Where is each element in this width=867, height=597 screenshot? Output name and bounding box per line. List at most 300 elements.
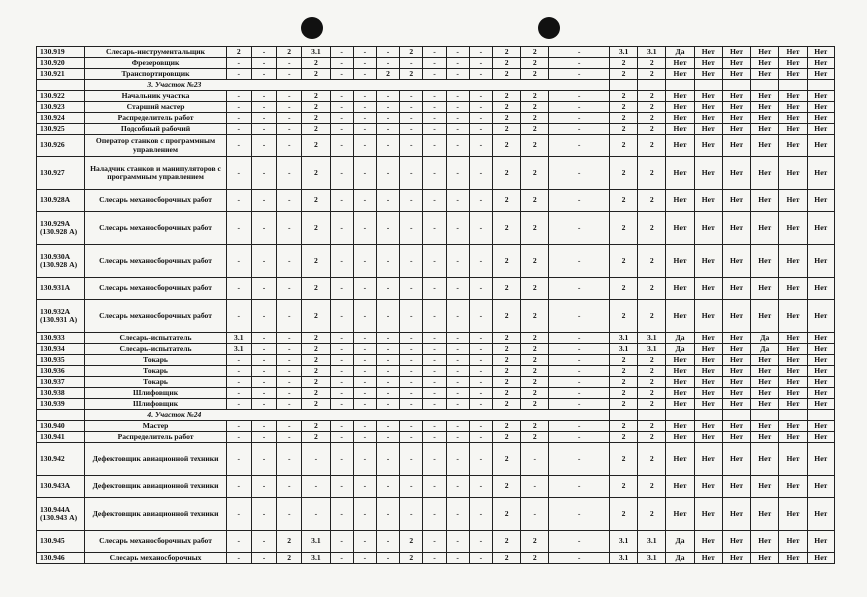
value-cell: Нет [666, 102, 694, 113]
value-cell: Нет [779, 355, 807, 366]
value-cell: - [423, 399, 446, 410]
value-cell: Нет [694, 553, 722, 564]
value-cell: Нет [751, 124, 779, 135]
value-cell: - [376, 388, 399, 399]
value-cell: - [469, 476, 492, 498]
value-cell: - [251, 135, 276, 157]
value-cell: 3.1 [638, 344, 666, 355]
value-cell: 2 [521, 102, 549, 113]
value-cell: - [376, 432, 399, 443]
value-cell: - [353, 377, 376, 388]
value-cell: 2 [521, 245, 549, 278]
value-cell: - [423, 47, 446, 58]
value-cell: Нет [779, 333, 807, 344]
value-cell: - [226, 135, 251, 157]
value-cell: Нет [666, 212, 694, 245]
value-cell: - [277, 498, 302, 531]
value-cell: - [330, 399, 353, 410]
value-cell: - [446, 421, 469, 432]
value-cell: - [376, 157, 399, 190]
value-cell: 2 [302, 355, 330, 366]
empty-cell [807, 80, 834, 91]
value-cell: 2 [521, 531, 549, 553]
value-cell: Нет [694, 377, 722, 388]
value-cell: - [423, 58, 446, 69]
value-cell: 2 [638, 366, 666, 377]
value-cell: - [423, 245, 446, 278]
workplace-code: 130.925 [37, 124, 85, 135]
value-cell: - [226, 366, 251, 377]
value-cell: 2 [521, 113, 549, 124]
value-cell: - [353, 69, 376, 80]
value-cell: - [423, 388, 446, 399]
value-cell: Нет [694, 69, 722, 80]
value-cell: - [446, 58, 469, 69]
value-cell: Нет [666, 91, 694, 102]
value-cell: 2 [302, 124, 330, 135]
table-row [37, 58, 835, 69]
value-cell: Нет [722, 443, 750, 476]
value-cell: Нет [694, 135, 722, 157]
value-cell: Нет [666, 190, 694, 212]
value-cell: Нет [751, 399, 779, 410]
job-title: Слесарь механосборочных [85, 553, 226, 564]
value-cell: - [330, 476, 353, 498]
value-cell: - [376, 58, 399, 69]
value-cell: - [251, 58, 276, 69]
job-title: Слесарь механосборочных работ [85, 278, 226, 300]
value-cell: - [226, 212, 251, 245]
value-cell: - [251, 355, 276, 366]
value-cell: 2 [492, 355, 520, 366]
value-cell: 2 [521, 333, 549, 344]
value-cell: - [423, 344, 446, 355]
section-code-cell [37, 80, 85, 91]
value-cell: - [423, 69, 446, 80]
value-cell: - [376, 124, 399, 135]
value-cell: - [469, 245, 492, 278]
value-cell: Нет [807, 113, 834, 124]
table-row [37, 399, 835, 410]
value-cell: - [446, 102, 469, 113]
value-cell: Нет [694, 399, 722, 410]
value-cell: - [521, 476, 549, 498]
empty-cell [666, 410, 694, 421]
value-cell: - [549, 300, 610, 333]
section-row [37, 80, 835, 91]
value-cell: - [446, 498, 469, 531]
value-cell: - [423, 498, 446, 531]
table-row [37, 212, 835, 245]
value-cell: Нет [807, 157, 834, 190]
value-cell: - [251, 124, 276, 135]
value-cell: Нет [807, 498, 834, 531]
value-cell: 2 [609, 300, 637, 333]
value-cell: - [330, 300, 353, 333]
value-cell: 2 [638, 113, 666, 124]
table-row [37, 432, 835, 443]
value-cell: Нет [807, 344, 834, 355]
value-cell: - [446, 355, 469, 366]
value-cell: - [277, 157, 302, 190]
value-cell: - [423, 91, 446, 102]
table-row [37, 278, 835, 300]
value-cell: Нет [751, 190, 779, 212]
value-cell: - [226, 553, 251, 564]
value-cell: - [469, 190, 492, 212]
value-cell: - [376, 421, 399, 432]
value-cell: Нет [722, 113, 750, 124]
value-cell: - [469, 498, 492, 531]
value-cell: - [353, 113, 376, 124]
value-cell: Да [666, 47, 694, 58]
value-cell: 2 [521, 355, 549, 366]
value-cell: - [423, 124, 446, 135]
value-cell: - [251, 278, 276, 300]
value-cell: Нет [722, 190, 750, 212]
value-cell: - [400, 58, 423, 69]
value-cell: - [277, 366, 302, 377]
value-cell: - [446, 157, 469, 190]
value-cell: - [521, 498, 549, 531]
value-cell: Нет [694, 355, 722, 366]
value-cell: - [376, 47, 399, 58]
value-cell: Нет [694, 300, 722, 333]
value-cell: Нет [807, 432, 834, 443]
value-cell: - [353, 124, 376, 135]
value-cell: - [330, 102, 353, 113]
value-cell: 2 [521, 377, 549, 388]
job-title: Фрезеровщик [85, 58, 226, 69]
value-cell: 2 [226, 47, 251, 58]
value-cell: 3.1 [638, 553, 666, 564]
value-cell: - [353, 443, 376, 476]
table-row [37, 47, 835, 58]
value-cell: - [469, 300, 492, 333]
value-cell: 3.1 [302, 553, 330, 564]
value-cell: 2 [492, 421, 520, 432]
value-cell: 2 [638, 190, 666, 212]
value-cell: Нет [807, 366, 834, 377]
workplace-code: 130.924 [37, 113, 85, 124]
workplace-code: 130.934 [37, 344, 85, 355]
value-cell: 2 [400, 553, 423, 564]
value-cell: - [251, 102, 276, 113]
value-cell: Нет [751, 135, 779, 157]
value-cell: - [423, 476, 446, 498]
value-cell: 2 [609, 421, 637, 432]
value-cell: - [376, 531, 399, 553]
value-cell: - [469, 399, 492, 410]
value-cell: - [469, 47, 492, 58]
value-cell: 2 [638, 245, 666, 278]
workplace-code: 130.926 [37, 135, 85, 157]
value-cell: Нет [666, 355, 694, 366]
value-cell: Нет [722, 432, 750, 443]
value-cell: Нет [666, 432, 694, 443]
value-cell: 2 [638, 476, 666, 498]
value-cell: - [353, 135, 376, 157]
value-cell: - [469, 212, 492, 245]
value-cell: Нет [807, 69, 834, 80]
value-cell: - [423, 278, 446, 300]
value-cell: - [277, 113, 302, 124]
value-cell: Нет [694, 124, 722, 135]
value-cell: - [353, 278, 376, 300]
value-cell: 2 [492, 58, 520, 69]
value-cell: - [330, 553, 353, 564]
value-cell: 2 [492, 344, 520, 355]
empty-cell [807, 410, 834, 421]
value-cell: 2 [609, 113, 637, 124]
table-row [37, 355, 835, 366]
value-cell: - [446, 300, 469, 333]
workplace-code: 130.929А (130.928 А) [37, 212, 85, 245]
value-cell: - [251, 300, 276, 333]
value-cell: - [423, 212, 446, 245]
table-row [37, 135, 835, 157]
value-cell: 2 [492, 498, 520, 531]
value-cell: - [400, 355, 423, 366]
punch-hole-right [538, 17, 560, 39]
value-cell: 2 [521, 69, 549, 80]
value-cell: Нет [666, 377, 694, 388]
table-row [37, 443, 835, 476]
value-cell: 2 [492, 47, 520, 58]
value-cell: - [277, 377, 302, 388]
value-cell: - [330, 278, 353, 300]
value-cell: 2 [521, 190, 549, 212]
value-cell: - [376, 553, 399, 564]
job-title: Слесарь-испытатель [85, 344, 226, 355]
value-cell: Нет [694, 476, 722, 498]
table-row [37, 333, 835, 344]
value-cell: 2 [302, 190, 330, 212]
workplace-code: 130.939 [37, 399, 85, 410]
value-cell: 2 [609, 432, 637, 443]
value-cell: - [400, 113, 423, 124]
workplace-code: 130.937 [37, 377, 85, 388]
value-cell: - [277, 421, 302, 432]
table-row [37, 377, 835, 388]
value-cell: Нет [751, 553, 779, 564]
value-cell: Нет [694, 344, 722, 355]
value-cell: 2 [638, 498, 666, 531]
job-title: Мастер [85, 421, 226, 432]
value-cell: - [400, 432, 423, 443]
value-cell: - [330, 498, 353, 531]
value-cell: - [353, 58, 376, 69]
value-cell: - [330, 355, 353, 366]
value-cell: - [353, 344, 376, 355]
empty-cell [638, 80, 666, 91]
workplace-code: 130.938 [37, 388, 85, 399]
value-cell: Нет [694, 421, 722, 432]
value-cell: - [226, 531, 251, 553]
value-cell: Нет [694, 47, 722, 58]
value-cell: 2 [638, 388, 666, 399]
empty-cell [779, 80, 807, 91]
workplace-code: 130.941 [37, 432, 85, 443]
job-title: Дефектовщик авиационной техники [85, 443, 226, 476]
value-cell: - [277, 333, 302, 344]
value-cell: - [353, 531, 376, 553]
job-title: Шлифовщик [85, 388, 226, 399]
value-cell: Нет [694, 157, 722, 190]
value-cell: Нет [751, 531, 779, 553]
value-cell: 2 [302, 212, 330, 245]
value-cell: 2 [638, 421, 666, 432]
workplace-code: 130.936 [37, 366, 85, 377]
value-cell: 2 [609, 377, 637, 388]
value-cell: 2 [492, 278, 520, 300]
value-cell: - [549, 58, 610, 69]
value-cell: - [469, 377, 492, 388]
value-cell: 2 [521, 388, 549, 399]
value-cell: - [353, 366, 376, 377]
value-cell: - [376, 135, 399, 157]
value-cell: Нет [779, 553, 807, 564]
value-cell: - [277, 443, 302, 476]
value-cell: Нет [666, 245, 694, 278]
job-title: Подсобный рабочий [85, 124, 226, 135]
value-cell: Нет [751, 421, 779, 432]
value-cell: Нет [666, 113, 694, 124]
value-cell: Нет [666, 135, 694, 157]
value-cell: - [251, 443, 276, 476]
value-cell: Нет [722, 531, 750, 553]
value-cell: 2 [492, 157, 520, 190]
value-cell: - [549, 344, 610, 355]
punch-hole-left [301, 17, 323, 39]
empty-cell [609, 80, 637, 91]
value-cell: 3.1 [226, 333, 251, 344]
value-cell: 2 [521, 432, 549, 443]
value-cell: - [353, 333, 376, 344]
job-title: Слесарь механосборочных работ [85, 212, 226, 245]
value-cell: Нет [807, 476, 834, 498]
table-row [37, 91, 835, 102]
job-title: Распределитель работ [85, 113, 226, 124]
value-cell: - [469, 91, 492, 102]
value-cell: 2 [638, 300, 666, 333]
value-cell: - [277, 212, 302, 245]
value-cell: 2 [400, 69, 423, 80]
value-cell: - [330, 531, 353, 553]
value-cell: Нет [751, 377, 779, 388]
value-cell: 2 [302, 432, 330, 443]
value-cell: Нет [666, 69, 694, 80]
value-cell: 2 [492, 432, 520, 443]
value-cell: - [549, 432, 610, 443]
value-cell: 2 [609, 476, 637, 498]
value-cell: Нет [694, 366, 722, 377]
value-cell: - [251, 377, 276, 388]
value-cell: 2 [302, 135, 330, 157]
value-cell: 3.1 [302, 531, 330, 553]
value-cell: 2 [521, 421, 549, 432]
value-cell: Нет [807, 91, 834, 102]
value-cell: Нет [751, 498, 779, 531]
workplace-code: 130.923 [37, 102, 85, 113]
value-cell: - [549, 91, 610, 102]
value-cell: Нет [666, 58, 694, 69]
value-cell: - [330, 421, 353, 432]
value-cell: Нет [779, 91, 807, 102]
table-row [37, 366, 835, 377]
value-cell: 2 [302, 91, 330, 102]
value-cell: - [330, 190, 353, 212]
value-cell: Нет [779, 498, 807, 531]
value-cell: Нет [666, 157, 694, 190]
value-cell: - [469, 531, 492, 553]
value-cell: - [376, 278, 399, 300]
section-title: 4. Участок №24 [85, 410, 610, 421]
job-title: Токарь [85, 366, 226, 377]
table-row [37, 245, 835, 278]
value-cell: - [549, 498, 610, 531]
value-cell: 2 [492, 553, 520, 564]
value-cell: - [446, 113, 469, 124]
value-cell: - [226, 421, 251, 432]
value-cell: 2 [609, 58, 637, 69]
value-cell: Нет [779, 69, 807, 80]
value-cell: Нет [666, 366, 694, 377]
value-cell: 3.1 [609, 553, 637, 564]
value-cell: - [423, 366, 446, 377]
value-cell: - [400, 102, 423, 113]
table-row [37, 124, 835, 135]
value-cell: - [446, 124, 469, 135]
value-cell: - [353, 47, 376, 58]
value-cell: - [423, 553, 446, 564]
value-cell: Нет [807, 377, 834, 388]
value-cell: Нет [779, 432, 807, 443]
value-cell: - [376, 190, 399, 212]
value-cell: - [446, 344, 469, 355]
value-cell: - [400, 388, 423, 399]
value-cell: 2 [638, 212, 666, 245]
value-cell: Нет [666, 124, 694, 135]
value-cell: - [446, 377, 469, 388]
value-cell: - [469, 157, 492, 190]
value-cell: - [549, 47, 610, 58]
value-cell: - [330, 432, 353, 443]
value-cell: - [330, 212, 353, 245]
value-cell: - [330, 443, 353, 476]
value-cell: - [446, 333, 469, 344]
value-cell: - [446, 432, 469, 443]
value-cell: Нет [722, 355, 750, 366]
value-cell: - [330, 377, 353, 388]
value-cell: Нет [807, 300, 834, 333]
value-cell: 2 [302, 300, 330, 333]
value-cell: - [330, 113, 353, 124]
value-cell: - [446, 366, 469, 377]
value-cell: Нет [722, 124, 750, 135]
value-cell: Нет [807, 212, 834, 245]
value-cell: - [302, 443, 330, 476]
value-cell: - [549, 278, 610, 300]
value-cell: Нет [722, 333, 750, 344]
value-cell: - [251, 476, 276, 498]
value-cell: 3.1 [638, 47, 666, 58]
value-cell: Нет [751, 245, 779, 278]
workplace-code: 130.921 [37, 69, 85, 80]
workplace-code: 130.933 [37, 333, 85, 344]
value-cell: - [226, 91, 251, 102]
value-cell: Нет [779, 113, 807, 124]
